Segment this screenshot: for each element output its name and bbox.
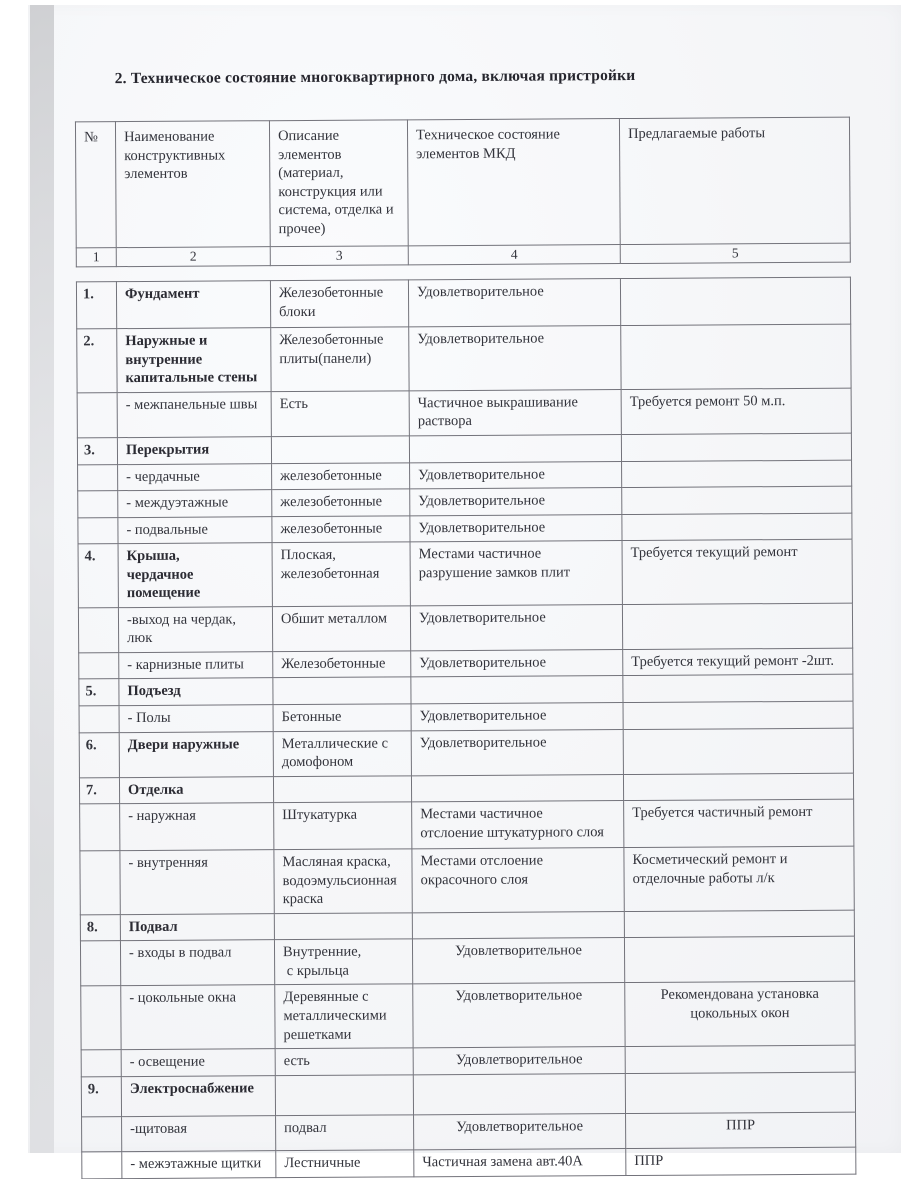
table-row — [79, 728, 853, 778]
cell-works — [621, 324, 851, 389]
header-cell-num: № — [75, 122, 116, 248]
cell-num — [78, 464, 118, 491]
column-number: 2 — [116, 247, 270, 267]
cell-works — [625, 1072, 855, 1113]
cell-works — [624, 937, 854, 983]
cell-state — [412, 911, 624, 939]
cell-state: Удовлетворительное — [410, 488, 622, 516]
cell-desc: железобетонные — [272, 515, 410, 542]
document-content — [75, 60, 858, 1179]
cell-name: Крыша, чердачное помещение — [118, 543, 272, 608]
cell-name: - наружная — [120, 803, 274, 851]
cell-works — [620, 277, 850, 325]
cell-desc: Железобетонные — [273, 651, 411, 678]
table-row — [76, 277, 850, 329]
cell-num: 7. — [79, 777, 119, 804]
cell-works — [623, 675, 853, 703]
table-row — [80, 846, 854, 914]
cell-state: Удовлетворительное — [408, 279, 620, 327]
table-row — [80, 799, 854, 851]
cell-works: ППР — [626, 1147, 856, 1175]
cell-desc: Внутренние, с крыльца — [274, 939, 412, 985]
cell-num — [78, 491, 118, 518]
cell-name: - чердачные — [118, 463, 272, 490]
cell-num: 4. — [78, 544, 118, 608]
cell-num: 2. — [77, 329, 117, 393]
cell-num: 5. — [79, 679, 119, 706]
cell-name: - освещение — [121, 1049, 275, 1076]
cell-state: Местами отслоение окрасочного слоя — [412, 848, 624, 913]
cell-works: Рекомендована установка цокольных окон — [625, 982, 855, 1047]
table-row — [78, 603, 852, 653]
cell-name: -выход на чердак, люк — [118, 607, 272, 653]
cell-name: Двери наружные — [119, 731, 273, 777]
cell-works — [623, 728, 853, 774]
cell-state: Удовлетворительное — [410, 461, 622, 489]
cell-name: - входы в подвал — [120, 940, 274, 986]
cell-state: Местами частичное разрушение замков плит — [410, 541, 622, 606]
body-table — [76, 277, 856, 1179]
cell-works — [622, 460, 852, 488]
cell-name: -щитовая — [122, 1115, 276, 1151]
table-row — [81, 982, 855, 1050]
cell-name: - Полы — [119, 705, 273, 732]
cell-num: 8. — [80, 914, 120, 941]
header-row — [75, 117, 850, 248]
cell-desc: Есть — [271, 391, 409, 437]
cell-state: Частичная замена авт.40А — [414, 1148, 626, 1176]
cell-name: - подвальные — [118, 516, 272, 543]
cell-name: Электроснабжение — [121, 1075, 275, 1116]
column-number: 4 — [408, 245, 620, 266]
cell-state: Удовлетворительное — [410, 604, 622, 650]
cell-name: - карнизные плиты — [119, 652, 273, 679]
table-row — [82, 1147, 856, 1179]
header-cell-state: Техническое состояние элементов МКД — [407, 119, 620, 246]
cell-desc: Железобетонные блоки — [270, 280, 408, 328]
cell-name: - междуэтажные — [118, 490, 272, 517]
cell-num: 1. — [76, 282, 116, 329]
cell-desc: Масляная краска, водоэмульсионная краска — [274, 849, 412, 913]
column-number: 1 — [76, 248, 116, 268]
column-number: 5 — [620, 243, 850, 264]
cell-num — [78, 607, 118, 652]
cell-name: Отделка — [119, 776, 273, 803]
cell-desc — [274, 913, 412, 940]
table-row — [82, 1112, 856, 1152]
cell-desc: Плоская, железобетонная — [272, 542, 410, 606]
cell-state — [411, 774, 623, 802]
cell-state: Удовлетворительное — [413, 1047, 625, 1075]
header-cell-name: Наименование конструктивных элементов — [115, 121, 270, 248]
cell-num — [80, 804, 120, 851]
cell-num: 3. — [77, 438, 117, 465]
table-row — [77, 324, 851, 392]
column-number: 3 — [270, 246, 408, 266]
cell-name: - межэтажные щитки — [122, 1150, 276, 1178]
cell-name: - межпанельные швы — [117, 392, 271, 438]
cell-state: Удовлетворительное — [414, 1113, 626, 1149]
cell-works: Требуется ремонт 50 м.п. — [621, 388, 851, 434]
cell-works — [623, 701, 853, 729]
cell-works — [622, 486, 852, 514]
cell-num — [79, 706, 119, 733]
table-header — [75, 117, 851, 268]
cell-state — [413, 1073, 625, 1114]
table-row — [80, 937, 854, 987]
column-number-row — [76, 243, 850, 267]
page-title: 2. Техническое состояние многоквартирного дома, включая пристройки — [114, 66, 636, 88]
cell-works: Косметический ремонт и отделочные работы л/к — [624, 846, 854, 911]
cell-num — [82, 1151, 122, 1178]
cell-num — [78, 517, 118, 544]
cell-works: Требуется частичный ремонт — [624, 799, 854, 847]
cell-num — [79, 653, 119, 680]
cell-num — [80, 941, 120, 986]
cell-works: Требуется текущий ремонт — [622, 539, 852, 604]
cell-desc: железобетонные — [272, 462, 410, 489]
cell-works — [621, 433, 851, 461]
cell-num: 6. — [79, 732, 119, 777]
cell-state: Удовлетворительное — [411, 729, 623, 775]
cell-works — [625, 1045, 855, 1073]
cell-desc: Деревянные с металлическими решетками — [275, 984, 413, 1048]
cell-name: Перекрытия — [117, 437, 271, 464]
cell-name: Подвал — [120, 914, 274, 941]
cell-desc: Обшит металлом — [272, 606, 410, 652]
cell-state — [411, 676, 623, 704]
cell-num — [82, 1116, 122, 1151]
cell-works: Требуется текущий ремонт -2шт. — [623, 648, 853, 676]
cell-state: Местами частичное отслоение штукатурного слоя — [412, 801, 624, 849]
cell-works — [622, 603, 852, 649]
cell-state: Удовлетворительное — [410, 514, 622, 542]
cell-num — [81, 1050, 121, 1077]
table-row — [81, 1072, 855, 1117]
cell-state — [409, 435, 621, 463]
cell-desc — [275, 1075, 413, 1116]
cell-name: - цокольные окна — [121, 985, 275, 1050]
cell-name: Наружные и внутренние капитальные стены — [117, 328, 271, 393]
cell-state: Частичное выкрашивание раствора — [409, 389, 621, 435]
cell-num — [81, 986, 121, 1050]
cell-works: ППР — [626, 1112, 856, 1148]
cell-desc: Бетонные — [273, 704, 411, 731]
cell-name: Фундамент — [116, 281, 270, 329]
scan-edge-shadow — [30, 5, 54, 1153]
cell-num — [80, 851, 120, 915]
cell-desc — [271, 436, 409, 463]
cell-num — [77, 393, 117, 438]
cell-desc: Лестничные — [276, 1150, 414, 1178]
header-cell-works: Предлагаемые работы — [619, 117, 850, 244]
cell-works — [623, 773, 853, 801]
cell-desc: Железобетонные плиты(панели) — [271, 327, 409, 391]
cell-desc — [273, 775, 411, 802]
cell-works — [624, 910, 854, 938]
cell-desc: Металлические с домофоном — [273, 730, 411, 776]
cell-state: Удовлетворительное — [411, 703, 623, 731]
cell-state: Удовлетворительное — [413, 983, 625, 1048]
cell-desc: Штукатурка — [274, 802, 412, 850]
cell-name: Подъезд — [119, 678, 273, 705]
header-cell-desc: Описание элементов (материал, конструкция или система, отделка и прочее) — [269, 120, 408, 247]
cell-works — [622, 513, 852, 541]
cell-state: Удовлетворительное — [412, 938, 624, 984]
cell-desc: есть — [275, 1048, 413, 1075]
cell-desc: подвал — [276, 1115, 414, 1151]
table-row — [77, 388, 851, 438]
cell-desc: железобетонные — [272, 489, 410, 516]
table-row — [78, 539, 852, 607]
cell-num: 9. — [81, 1076, 121, 1116]
cell-desc — [273, 677, 411, 704]
table-body — [76, 277, 855, 1178]
cell-state: Удовлетворительное — [409, 326, 621, 391]
cell-state: Удовлетворительное — [411, 649, 623, 677]
cell-name: - внутренняя — [120, 850, 274, 915]
